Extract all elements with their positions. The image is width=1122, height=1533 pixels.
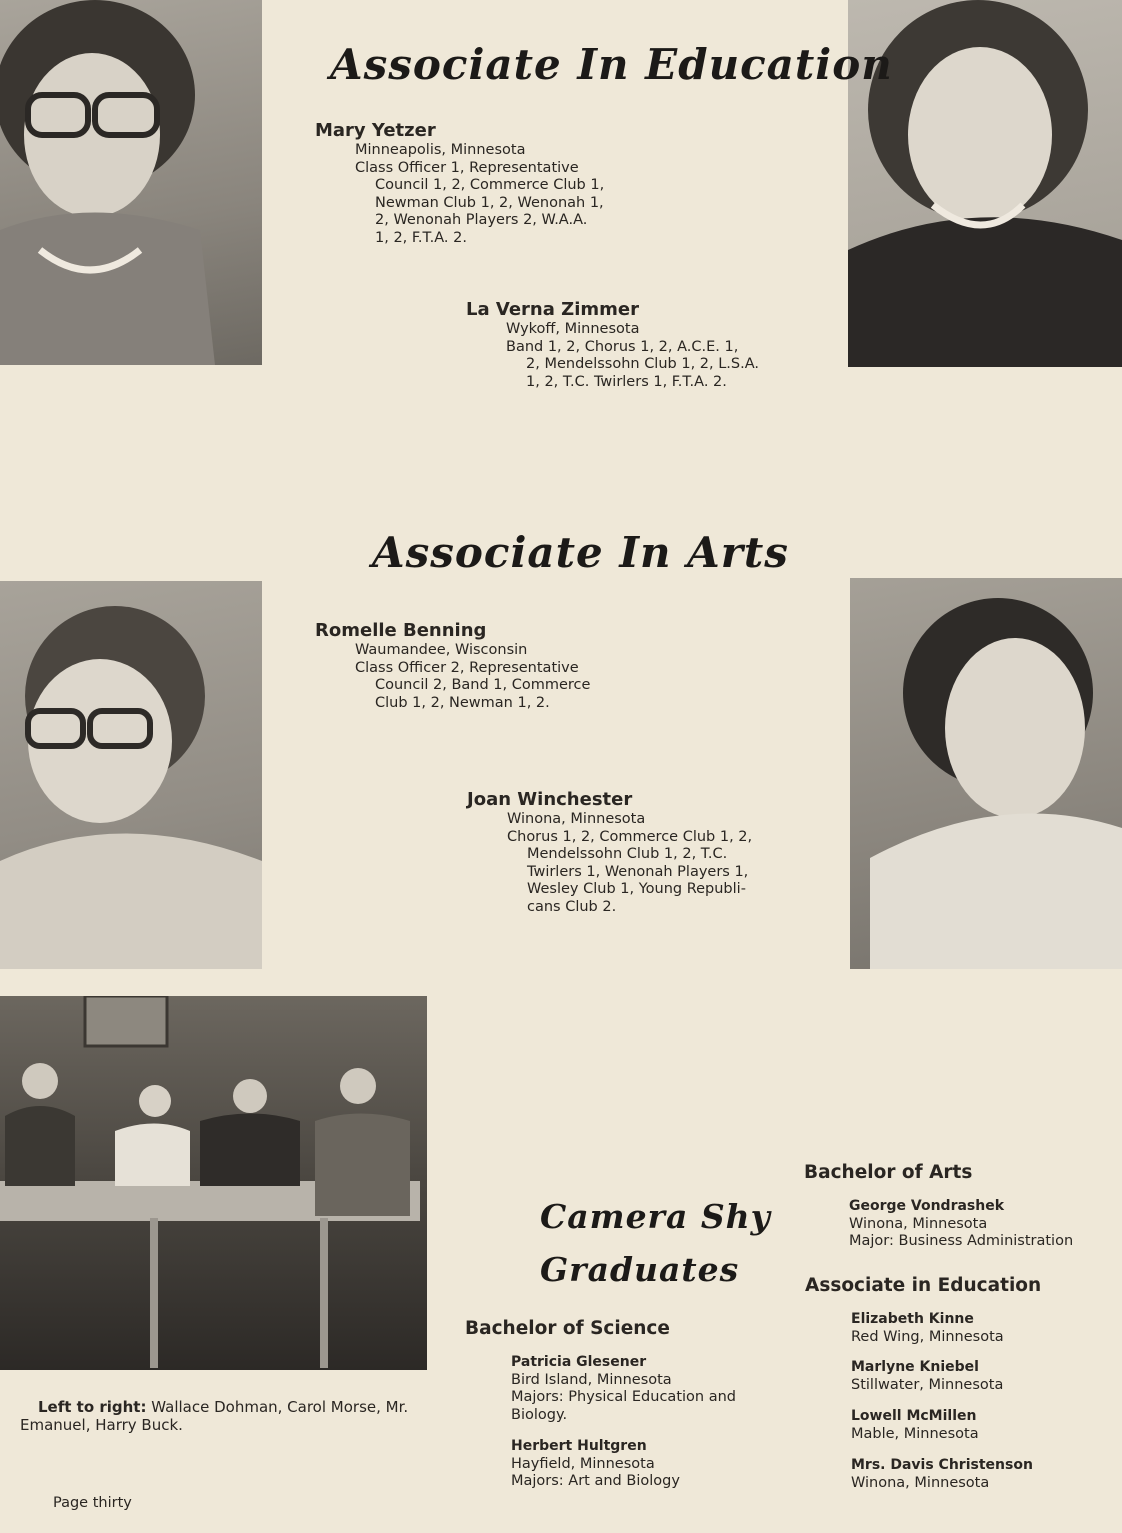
assoc-education-heading: Associate in Education	[805, 1275, 1042, 1296]
grad-town: Stillwater, Minnesota	[851, 1376, 1004, 1393]
grad-lowell-mcmillen	[851, 1408, 979, 1443]
activities-line: Council 1, 2, Commerce Club 1,	[375, 177, 605, 193]
grad-elizabeth-kinne	[851, 1311, 1004, 1346]
grad-town: Winona, Minnesota	[849, 1215, 988, 1232]
grad-name: Marlyne Kniebel	[851, 1359, 979, 1375]
grad-town: Hayfield, Minnesota	[511, 1455, 655, 1472]
activities-line: cans Club 2.	[527, 898, 617, 915]
activities-line: Council 2, Band 1, Commerce	[375, 677, 591, 693]
entry-activities	[355, 660, 645, 713]
entry-town: Wykoff, Minnesota	[506, 321, 640, 337]
entry-town: Winona, Minnesota	[507, 811, 646, 827]
entry-name: Joan Winchester	[467, 789, 633, 810]
activities-line: Newman Club 1, 2, Wenonah 1,	[375, 194, 604, 211]
activities-line: Wesley Club 1, Young Republi-	[527, 881, 746, 897]
activities-line: Band 1, 2, Chorus 1, 2, A.C.E. 1,	[506, 338, 739, 355]
bachelor-arts-heading: Bachelor of Arts	[804, 1162, 973, 1183]
grad-major: Majors: Physical Education and	[511, 1389, 736, 1405]
grad-town: Bird Island, Minnesota	[511, 1371, 672, 1388]
entry-name: La Verna Zimmer	[466, 299, 639, 320]
activities-line: Mendelssohn Club 1, 2, T.C.	[527, 846, 728, 862]
activities-line: Twirlers 1, Wenonah Players 1,	[527, 863, 749, 880]
portrait-joan-winchester	[850, 578, 1122, 969]
entry-activities	[507, 829, 807, 917]
entry-romelle-benning	[315, 620, 645, 712]
group-photo	[0, 996, 427, 1370]
activities-line: 2, Mendelssohn Club 1, 2, L.S.A.	[526, 356, 760, 372]
associate-in-education-title: Associate In Education	[330, 40, 893, 89]
grad-name: George Vondrashek	[849, 1198, 1005, 1214]
grad-town: Winona, Minnesota	[851, 1474, 990, 1491]
grad-marlyne-kniebel	[851, 1359, 1003, 1394]
grad-major: Majors: Art and Biology	[511, 1473, 680, 1489]
entry-town: Minneapolis, Minnesota	[355, 142, 526, 158]
activities-line: Class Officer 1, Representative	[355, 159, 579, 176]
caption-lead: Left to right:	[38, 1398, 147, 1416]
grad-name: Patricia Glesener	[511, 1354, 647, 1370]
entry-name: Romelle Benning	[315, 620, 487, 641]
portrait-romelle-benning	[0, 581, 262, 969]
grad-town: Red Wing, Minnesota	[851, 1328, 1004, 1345]
entry-joan-winchester	[467, 789, 807, 916]
group-photo-caption	[20, 1398, 475, 1434]
entry-activities	[506, 339, 806, 392]
grad-major: Major: Business Administration	[849, 1233, 1074, 1249]
grad-town: Mable, Minnesota	[851, 1425, 979, 1442]
associate-in-arts-title: Associate In Arts	[372, 528, 789, 577]
grad-major-cont: Biology.	[511, 1406, 568, 1423]
grad-name: Lowell McMillen	[851, 1408, 977, 1424]
grad-mrs-davis-christenson	[851, 1457, 1033, 1492]
grad-name: Mrs. Davis Christenson	[851, 1457, 1033, 1473]
activities-line: Class Officer 2, Representative	[355, 659, 579, 676]
grad-name: Elizabeth Kinne	[851, 1311, 974, 1327]
grad-herbert-hultgren	[511, 1438, 680, 1491]
entry-mary-yetzer	[315, 120, 645, 247]
entry-town: Waumandee, Wisconsin	[355, 642, 528, 658]
entry-la-verna-zimmer	[466, 299, 806, 391]
grad-name: Herbert Hultgren	[511, 1438, 647, 1454]
portrait-mary-yetzer	[0, 0, 262, 365]
activities-line: Club 1, 2, Newman 1, 2.	[375, 694, 550, 711]
activities-line: Chorus 1, 2, Commerce Club 1, 2,	[507, 828, 753, 845]
bachelor-science-heading: Bachelor of Science	[465, 1318, 670, 1339]
entry-activities	[355, 160, 645, 248]
camera-shy-title-line1: Camera Shy	[540, 1197, 771, 1236]
activities-line: 2, Wenonah Players 2, W.A.A.	[375, 212, 588, 228]
grad-patricia-glesener	[511, 1354, 736, 1424]
activities-line: 1, 2, F.T.A. 2.	[375, 229, 467, 246]
activities-line: 1, 2, T.C. Twirlers 1, F.T.A. 2.	[526, 373, 727, 390]
camera-shy-title-line2: Graduates	[540, 1250, 740, 1289]
caption-text: Wallace Dohman, Carol Morse, Mr. Emanuel, Harry Buck.	[20, 1398, 409, 1434]
grad-george-vondrashek	[849, 1198, 1073, 1251]
page-number: Page thirty	[53, 1495, 132, 1511]
entry-name: Mary Yetzer	[315, 120, 436, 141]
